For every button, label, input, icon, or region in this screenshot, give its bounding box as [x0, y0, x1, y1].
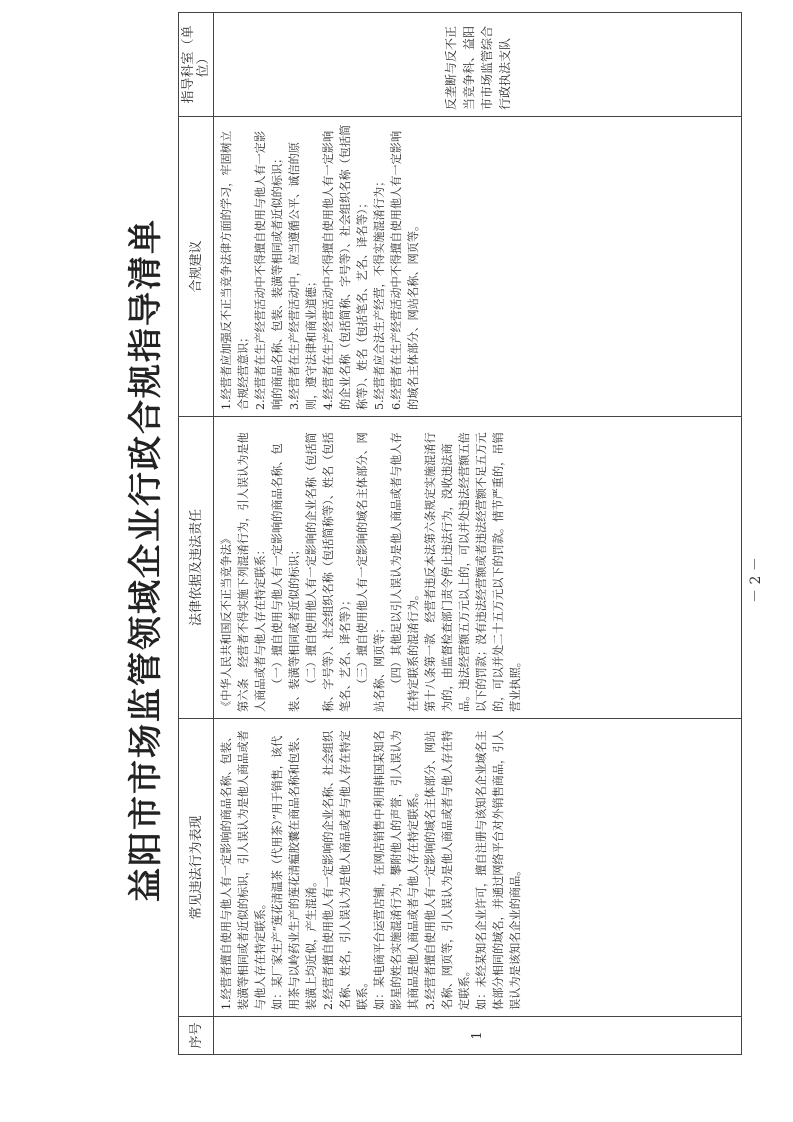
behavior-para: 如：某厂家生产“莲花清温茶（代用茶）”用于销售，该代用茶与以岭药业生产的莲花清瘟胶囊在商品名称和包装、装潢上均近似，产生混淆。 [271, 730, 318, 1010]
table-header-row [179, 13, 214, 1055]
behavior-cell [214, 719, 742, 1017]
behavior-para: 如：某电商平台运营店铺，在网店销售中利用韩国某知名影星的姓名实施混淆行为，攀附他人的声誉，引人误认为其商品是他人商品或者与他人存在特定联系。 [373, 730, 420, 1010]
header-seq: 序号 [179, 1017, 214, 1055]
compliance-table [178, 12, 742, 1055]
advice-para: 6.经营者在生产经营活动中不得擅自使用他人有一定影响的域名主体部分、网站名称、网页等。 [390, 130, 420, 410]
basis-para: 第十八条第一款 经营者违反本法第六条规定实施混淆行为的，由监督检查部门责令停止违法行为，没收违法商品。违法经营额五万元以上的，可以并处违法经营额五倍以下的罚款；没有违法经营额或者违法经营额不足五万元的，可以并处二十五万元以下的罚款。情节严重的，吊销营业执照。 [424, 432, 522, 712]
page-title: 益阳市市场监管领域企业行政合规指导清单 [126, 218, 166, 902]
advice-para: 5.经营者应合法生产经营，不得实施混淆行为； [373, 175, 386, 410]
header-behavior: 常见违法行为表现 [179, 719, 214, 1017]
rotated-page-content [0, 15, 773, 1115]
advice-para: 4.经营者在生产经营活动中不得擅自使用他人有一定影响的企业名称（包括简称、字号等）、社会组织名称（包括简称等）、姓名（包括笔名、艺名、译名等）； [322, 124, 369, 410]
dept-cell: 反垄断与反不正当竞争科、益阳市市场监管综合行政执法支队 [214, 13, 742, 117]
basis-para: （一）擅自使用与他人有一定影响的商品名称、包装、装潢等相同或者近似的标识； [271, 443, 301, 712]
row-seq: 1 [214, 1017, 742, 1055]
basis-para: （二）擅自使用他人有一定影响的企业名称（包括简称、字号等）、社会组织名称（包括简称等）、姓名（包括笔名、艺名、译名等）； [305, 432, 352, 712]
advice-para: 3.经营者在生产经营活动中，应当遵循公平、诚信的原则，遵守法律和商业道德； [288, 142, 318, 410]
page-number: － 2 － [748, 557, 764, 603]
header-dept: 指导科室（单位） [179, 13, 214, 117]
basis-law-title: 《中华人民共和国反不正当竞争法》 [220, 532, 233, 712]
advice-para: 1.经营者应加强反不正当竞争法律方面的学习，牢固树立合规经营意识； [220, 130, 250, 410]
basis-para: 第六条 经营者不得实施下列混淆行为，引人误认为是他人商品或者与他人存在特定联系： [237, 432, 267, 712]
advice-para: 2.经营者在生产经营活动中不得擅自使用与他人有一定影响的商品名称、包装、装潢等相同或者近似的标识； [254, 130, 284, 410]
basis-cell [214, 417, 742, 719]
behavior-para: 如：未经某知名企业许可，擅自注册与该知名企业域名主体部分相同的域名，并通过网络平台对外销售商品，引人误认为是该知名企业的商品。 [475, 730, 522, 1010]
basis-para: （四）其他足以引人误认为是他人商品或者与他人存在特定联系的混淆行为。 [390, 432, 420, 712]
behavior-para: 3.经营者擅自使用他人有一定影响的域名主体部分、网站名称、网页等，引人误认为是他人商品或者与他人存在特定联系。 [424, 730, 471, 1010]
header-advice: 合规建议 [179, 117, 214, 417]
behavior-para: 2.经营者擅自使用他人有一定影响的企业名称、社会组织名称、姓名，引人误认为是他人商品或者与他人存在特定联系。 [322, 730, 369, 1010]
header-basis: 法律依据及违法责任 [179, 417, 214, 719]
behavior-para: 1.经营者擅自使用与他人有一定影响的商品名称、包装、装潢等相同或者近似的标识，引人误认为是他人商品或者与他人存在特定联系。 [220, 730, 267, 1010]
table-row [214, 13, 742, 1055]
advice-cell [214, 117, 742, 417]
basis-para: （三）擅自使用他人有一定影响的域名主体部分、网站名称、网页等； [356, 432, 386, 712]
